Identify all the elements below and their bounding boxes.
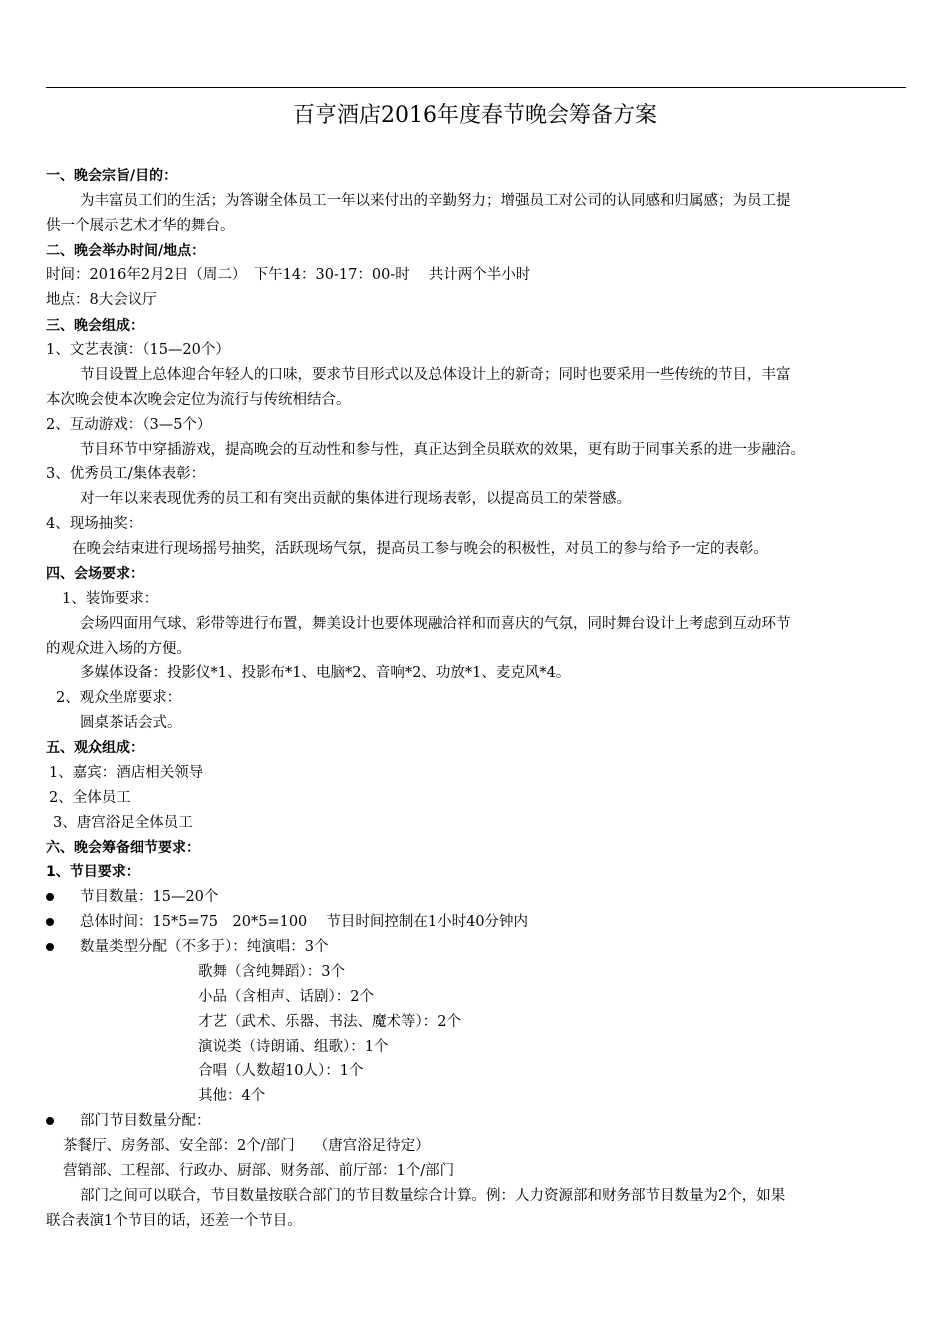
document-title: 百亨酒店2016年度春节晚会筹备方案	[293, 103, 657, 128]
list-item: 部门节目数量分配：	[80, 1113, 211, 1129]
paragraph-line: 2、观众坐席要求：	[56, 690, 182, 706]
list-subitem: 歌舞（含纯舞蹈）：3个	[198, 964, 345, 980]
paragraph-line: 部门之间可以联合，节目数量按联合部门的节目数量综合计算。例：人力资源部和财务部节目数量为2个，如果	[80, 1188, 786, 1204]
paragraph-line: 2、全体员工	[49, 790, 131, 806]
bullet-icon	[46, 943, 54, 951]
paragraph-line: 多媒体设备：投影仪*1、投影布*1、电脑*2、音响*2、功放*1、麦克风*4。	[80, 665, 571, 681]
list-item: 总体时间：15*5=75 20*5=100 节目时间控制在1小时40分钟内	[80, 914, 529, 930]
bullet-icon	[46, 918, 54, 926]
paragraph-line: 节目环节中穿插游戏，提高晚会的互动性和参与性，真正达到全员联欢的效果，更有助于同事关系的进一步融洽。	[80, 442, 805, 458]
bullet-icon	[46, 893, 54, 901]
paragraph-line: 1、文艺表演：（15—20个）	[46, 342, 230, 358]
paragraph-line: 的观众进入场的方便。	[46, 641, 191, 657]
paragraph-line: 2、互动游戏：（3—5个）	[46, 417, 212, 433]
paragraph-line: 为丰富员工们的生活；为答谢全体员工一年以来付出的辛勤努力；增强员工对公司的认同感和归属感；为员工提	[80, 193, 791, 209]
section-heading: 六、晚会筹备细节要求：	[46, 840, 200, 856]
paragraph-line: 茶餐厅、房务部、安全部：2个/部门 （唐宫浴足待定）	[63, 1138, 430, 1154]
paragraph-line: 联合表演1个节目的话，还差一个节目。	[46, 1213, 302, 1229]
paragraph-line: 供一个展示艺术才华的舞台。	[46, 218, 235, 234]
paragraph-line: 3、唐宫浴足全体员工	[53, 815, 193, 831]
list-subitem: 演说类（诗朗诵、组歌）：1个	[198, 1039, 389, 1055]
paragraph-line: 圆桌茶话会式。	[80, 715, 182, 731]
paragraph-line: 会场四面用气球、彩带等进行布置，舞美设计也要体现融洽祥和而喜庆的气氛，同时舞台设计上考虑到互动环节	[80, 616, 791, 632]
paragraph-line: 本次晚会使本次晚会定位为流行与传统相结合。	[46, 392, 351, 408]
section-heading: 五、观众组成：	[46, 740, 144, 756]
paragraph-line: 在晚会结束进行现场摇号抽奖，活跃现场气氛，提高员工参与晚会的积极性，对员工的参与给予一定的表彰。	[72, 541, 768, 557]
list-item: 节目数量：15—20个	[80, 889, 219, 905]
paragraph-line: 节目设置上总体迎合年轻人的口味，要求节目形式以及总体设计上的新奇；同时也要采用一些传统的节目，丰富	[80, 367, 791, 383]
paragraph-line: 时间：2016年2月2日（周二） 下午14：30-17：00-时 共计两个半小时	[46, 267, 531, 283]
paragraph-line: 1、装饰要求：	[62, 591, 159, 607]
list-subitem: 才艺（武术、乐器、书法、魔术等）：2个	[198, 1014, 461, 1030]
paragraph-line: 1、嘉宾：酒店相关领导	[49, 765, 204, 781]
paragraph-line: 4、现场抽奖：	[46, 516, 143, 532]
section-heading: 二、晚会举办时间/地点：	[46, 243, 206, 259]
header-rule	[46, 87, 906, 88]
paragraph-line: 地点：8大会议厅	[46, 292, 157, 308]
paragraph-line: 3、优秀员工/集体表彰：	[46, 466, 206, 482]
section-heading: 一、晚会宗旨/目的：	[46, 168, 178, 184]
list-item: 数量类型分配（不多于）：纯演唱：3个	[80, 939, 329, 955]
list-subitem: 其他：4个	[198, 1088, 266, 1104]
paragraph-line: 营销部、工程部、行政办、厨部、财务部、前厅部：1个/部门	[63, 1163, 455, 1179]
subsection-heading: 1、节目要求：	[46, 864, 140, 880]
section-heading: 四、会场要求：	[46, 566, 144, 582]
list-subitem: 合唱（人数超10人）：1个	[198, 1063, 364, 1079]
bullet-icon	[46, 1117, 54, 1125]
section-heading: 三、晚会组成：	[46, 318, 144, 334]
paragraph-line: 对一年以来表现优秀的员工和有突出贡献的集体进行现场表彰，以提高员工的荣誉感。	[80, 491, 631, 507]
list-subitem: 小品（含相声、话剧）：2个	[198, 989, 374, 1005]
